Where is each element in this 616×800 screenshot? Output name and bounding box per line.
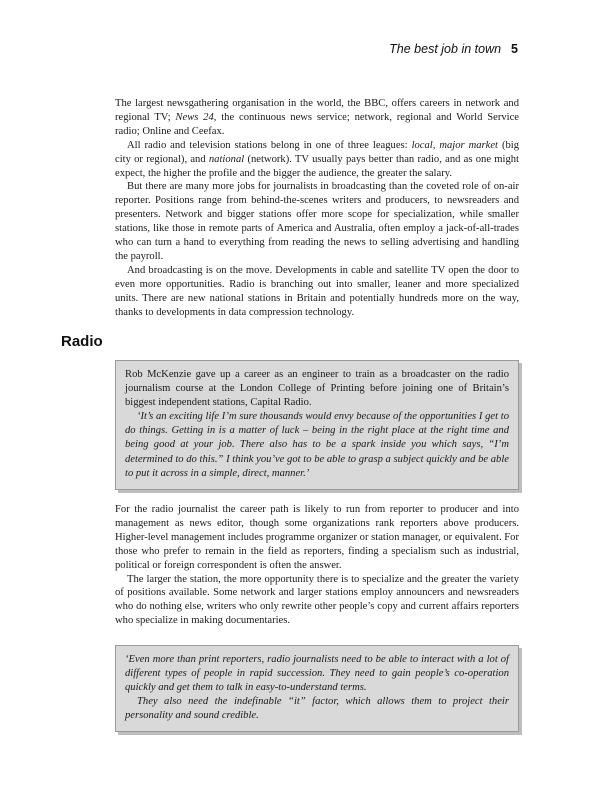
quote-box: [115, 645, 519, 732]
radio-paragraph-1: For the radio journalist the career path is likely to run from reporter to producer and into management as news editor, though some organizations rank reporters above producers. Higher-level management includes programme organizer or station manager, or equivalent. For those who prefer to remain in the field as reporters, finding a specialism such as industrial, political or foreign correspondent is often the answer.: [115, 504, 519, 571]
intro-paragraph-4: And broadcasting is on the move. Developments in cable and satellite TV open the door to even more opportunities. Radio is branching out into smaller, leaner and more specialized units. There are new national stations in Britain and potentially hundreds more on the way, thanks to developments in data compression technology.: [115, 264, 519, 318]
intro-p2-text-b: (big city or regional), and: [115, 139, 520, 165]
intro-p2-emphasis-1: local, major market: [411, 139, 498, 151]
page-number: 5: [511, 42, 518, 56]
quote-paragraph-2: They also need the indefinable “it” factor, which allows them to project their personality and sound credible.: [125, 696, 509, 722]
intro-paragraph-1: [115, 97, 519, 139]
profile-quote: ‘It’s an exciting life I’m sure thousands would envy because of the opportunities I get to do things. Getting in is a matter of luck – being in the right place at the right time and being good at your job. There also has to be a spark inside you which says, “I’m determined to do this.” I think you’ve got to be able to grasp a subject quickly and be able to put it across in a simple, direct, manner.’: [125, 411, 509, 479]
radio-paragraph-2: The larger the station, the more opportunity there is to specialize and the greater the variety of positions available. Some network and larger stations employ announcers and newsreaders who do nothing else, writers who only rewrite other people’s copy and current affairs reporters who specialize in making documentaries.: [115, 573, 519, 627]
quote-paragraph-1: ‘Even more than print reporters, radio journalists need to be able to interact with a lot of different types of people in rapid succession. They need to gain people’s co-operation quickly and get them to talk in easy-to-understand terms.: [125, 654, 509, 694]
profile-intro: Rob McKenzie gave up a career as an engineer to train as a broadcaster on the radio journalism course at the London College of Printing before joining one of Britain’s biggest independent stations, Capital Radio.: [125, 369, 509, 409]
intro-section: [115, 97, 519, 320]
intro-paragraph-2: [115, 139, 519, 181]
running-title: The best job in town: [389, 42, 502, 56]
intro-p2-emphasis-2: national: [208, 153, 245, 165]
profile-box: [115, 360, 519, 490]
intro-p1-text-a: The largest newsgathering organisation in the world, the BBC, offers careers in network and regional TV;: [115, 98, 519, 123]
intro-p1-emphasis: News 24: [175, 111, 214, 123]
intro-p2-text-c: (network). TV usually pays better than radio, and as one might expect, the higher the profile and the bigger the audience, the greater the salary.: [115, 153, 519, 179]
intro-paragraph-3: But there are many more jobs for journalists in broadcasting than the coveted role of on-air reporter. Positions range from behind-the-scenes writers and producers, to newsreaders and presenters. Network and bigger stations offer more scope for specialization, while smaller stations, like those in remote parts of America and Australia, often employ a jack-of-all-trades who can turn a hand to everything from reading the news to selling advertising and handling the payroll.: [115, 181, 519, 262]
radio-career-section: [115, 503, 519, 628]
running-header: [389, 42, 518, 56]
section-heading-radio: Radio: [61, 333, 103, 350]
intro-p1-text-b: , the continuous news service; network, regional and World Service radio; Online and Ceefax.: [115, 111, 519, 137]
intro-p2-text-a: All radio and television stations belong in one of three leagues:: [127, 139, 412, 151]
